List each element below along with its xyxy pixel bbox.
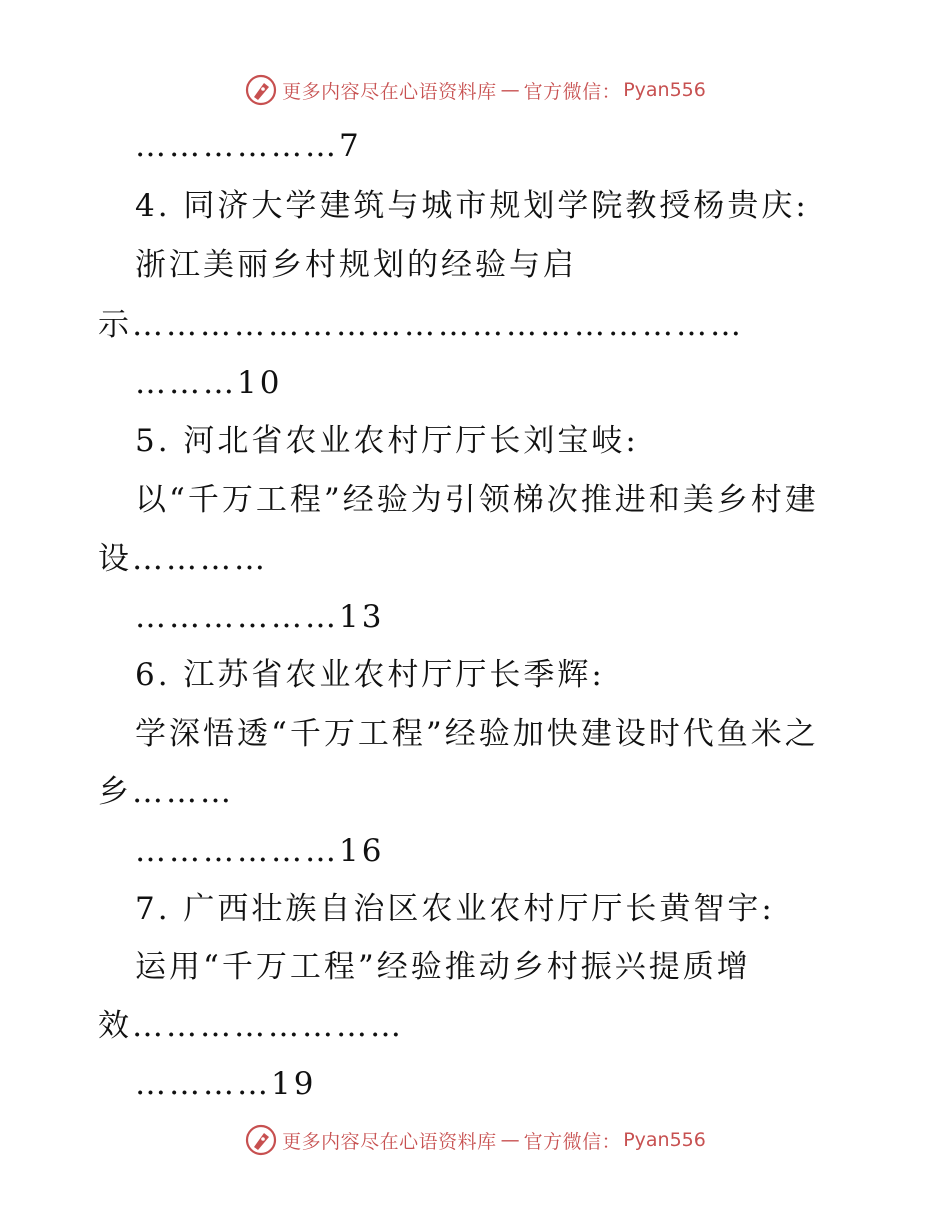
toc-entry-title: 7. 广西壮族自治区农业农村厅厅长黄智宇: <box>135 891 775 927</box>
toc-page-number: ………………13 <box>135 599 385 635</box>
toc-entry-title: 6. 江苏省农业农村厅厅长季辉: <box>135 657 605 693</box>
watermark-text: 更多内容尽在心语资料库 <box>282 80 497 103</box>
watermark-account: Pyan556 <box>623 79 706 101</box>
toc-line: ………………7 <box>135 128 362 164</box>
toc-page-number: …………19 <box>135 1066 317 1102</box>
toc-entry-subtitle: 运用“千万工程”经验推动乡村振兴提质增 <box>135 949 751 985</box>
watermark-label: 官方微信： <box>523 80 622 103</box>
watermark-text: 更多内容尽在心语资料库 <box>282 1130 497 1153</box>
toc-entry-title: 4. 同济大学建筑与城市规划学院教授杨贵庆: <box>135 188 809 224</box>
watermark-separator: — <box>500 1129 520 1151</box>
toc-entry-subtitle: 学深悟透“千万工程”经验加快建设时代鱼米之 <box>135 716 819 752</box>
toc-entry-subtitle: 浙江美丽乡村规划的经验与启 <box>135 247 577 283</box>
watermark-label: 官方微信： <box>523 1130 622 1153</box>
watermark-account: Pyan556 <box>623 1129 706 1151</box>
toc-entry-title: 5. 河北省农业农村厅厅长刘宝岐: <box>135 423 639 459</box>
header-watermark <box>0 70 950 110</box>
toc-line: 效…………………… <box>98 1008 404 1044</box>
toc-line: 设………… <box>98 541 268 577</box>
pen-nib-circle-icon <box>244 73 278 107</box>
footer-watermark <box>0 1120 950 1160</box>
toc-line: 示……………………………………………… <box>98 307 744 343</box>
toc-page-number: ………10 <box>135 365 283 401</box>
toc-entry-subtitle: 以“千万工程”经验为引领梯次推进和美乡村建 <box>135 482 819 518</box>
toc-line: 乡……… <box>98 774 234 810</box>
pen-nib-circle-icon <box>244 1123 278 1157</box>
watermark-separator: — <box>500 79 520 101</box>
toc-page-number: ………………16 <box>135 833 385 869</box>
